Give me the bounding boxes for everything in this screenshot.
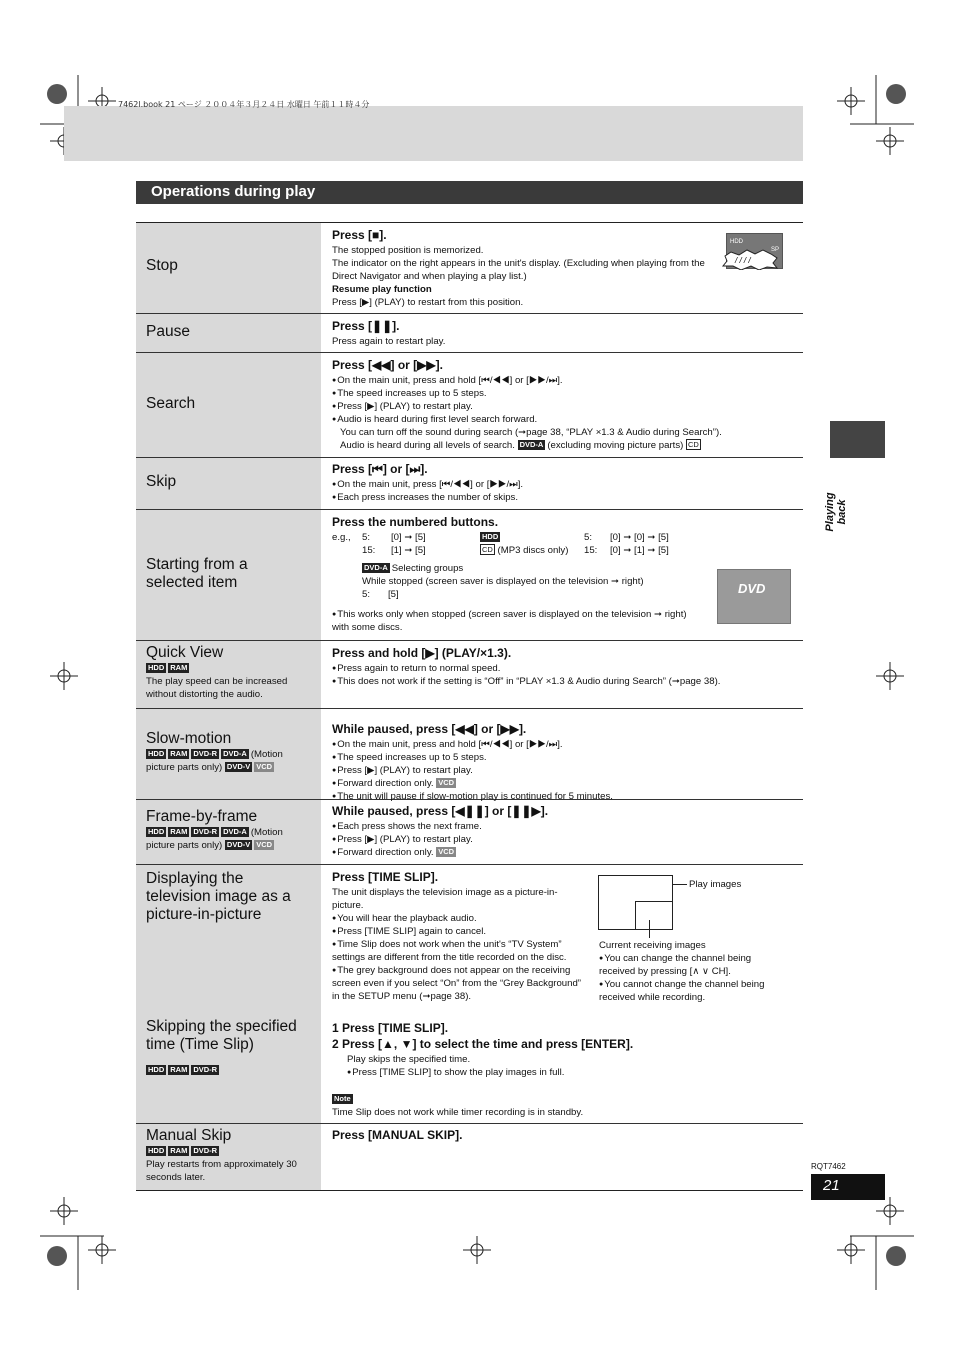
badge-dvdr: DVD-R: [193, 1146, 218, 1155]
badge-vcd: VCD: [256, 762, 273, 771]
row-label: Stop: [146, 257, 178, 274]
note-text: Time Slip does not work while timer recording is in standby.: [332, 1107, 584, 1118]
mp3-note: (MP3 discs only): [497, 545, 569, 556]
example-keys: [0] ➞ [1] ➞ [5]: [610, 545, 669, 556]
row-sub-text: The play speed can be increased without distorting the audio.: [146, 676, 288, 700]
side-label: Playing back: [824, 492, 848, 532]
text-line: (excluding moving picture parts): [547, 440, 684, 451]
side-tab: [830, 421, 885, 458]
doc-code: RQT7462: [811, 1162, 846, 1171]
text-line: You can turn off the sound during search (➞page 38, “PLAY ×1.3 & Audio during Search”).: [340, 427, 722, 438]
display-hdd-text: HDD: [730, 239, 743, 245]
row-label: Frame-by-frame: [146, 808, 258, 825]
svg-text:/ / / /: / / / /: [735, 256, 751, 265]
bullet: ● This works only when stopped (screen saver is displayed on the television ➞ right) with some discs.: [332, 608, 692, 634]
example-keys: [5]: [388, 589, 399, 600]
bullet: ● Audio is heard during first level search forward.: [332, 413, 793, 426]
bullet: ● This does not work if the setting is “Off” in “PLAY ×1.3 & Audio during Search” (➞page 38).: [332, 675, 793, 688]
bullet: ● On the main unit, press [⏮/◀◀] or [▶▶/⏭].: [332, 478, 793, 491]
badge-dvdr: DVD-R: [193, 827, 218, 836]
badge-dvda: DVD-A: [364, 563, 388, 572]
pip-diagram: [598, 875, 673, 930]
bullet: ● The unit will pause if slow-motion play is continued for 5 minutes.: [332, 790, 793, 803]
motion-note: picture parts only): [146, 840, 223, 851]
row-label: Slow-motion: [146, 730, 232, 747]
leader-line: [673, 884, 687, 885]
row-label: Displaying the television image as a picture-in-picture: [146, 870, 291, 923]
number-examples: [332, 531, 793, 559]
badge-dvda: DVD-A: [223, 749, 247, 758]
badge-hdd: HDD: [482, 532, 499, 541]
bullet: ● Press [▶] (PLAY) to restart play.: [332, 833, 793, 846]
example-num: 5:: [584, 532, 593, 543]
row-stop: [136, 223, 803, 314]
badge-ram: RAM: [170, 1146, 188, 1155]
badge-vcd: VCD: [438, 778, 455, 787]
bullet: ● Press again to return to normal speed.: [332, 662, 793, 675]
row-frame-by-frame: [136, 800, 803, 865]
badge-dvdv: DVD-V: [226, 762, 251, 771]
step-1: 1 Press [TIME SLIP].: [332, 1021, 449, 1035]
text-line: The indicator on the right appears in the unit's display. (Excluding when playing from the Direct Navigator and when playing a play list.): [332, 258, 705, 282]
text-line: The stopped position is memorized.: [332, 245, 484, 256]
badge-dvdr: DVD-R: [193, 749, 218, 758]
example-num: 15:: [584, 545, 598, 556]
dvd-logo: DVD: [738, 581, 766, 596]
example-keys: [0] ➞ [0] ➞ [5]: [610, 532, 669, 543]
pip-inner-window: [635, 901, 673, 930]
bullet: ● The grey background does not appear on the receiving screen even if you select “On” from the “Grey Background” in the SETUP menu (➞page 38).: [332, 964, 587, 1003]
instruction-head: Press [⏮] or [⏭].: [332, 462, 428, 476]
text-line: Press [▶] (PLAY) to restart from this position.: [332, 297, 524, 308]
row-label: Quick View: [146, 644, 224, 661]
example-num: 5:: [362, 532, 371, 543]
instruction-head: Press [❚❚].: [332, 319, 400, 333]
badge-ram: RAM: [170, 663, 188, 672]
bullet: ● Press [TIME SLIP] again to cancel.: [332, 925, 587, 938]
example-keys: [0] ➞ [5]: [391, 532, 426, 543]
badge-cd: CD: [688, 440, 699, 449]
badge-vcd: VCD: [256, 840, 273, 849]
row-label: Manual Skip: [146, 1127, 232, 1144]
badge-ram: RAM: [170, 749, 188, 758]
row-label: Pause: [146, 323, 190, 340]
row-manual-skip: [136, 1124, 803, 1191]
instruction-head: Press [TIME SLIP].: [332, 870, 439, 884]
bullet: ● Each press shows the next frame.: [332, 820, 793, 833]
text-line: Audio is heard during all levels of search.: [340, 440, 515, 451]
row-search: [136, 353, 803, 458]
display-sp-text: SP: [770, 247, 779, 253]
row-label: Skipping the specified time (Time Slip): [146, 1018, 297, 1053]
badge-hdd: HDD: [148, 1146, 165, 1155]
bullet: ● You will hear the playback audio.: [332, 912, 587, 925]
row-sub-text: Play restarts from approximately 30 seconds later.: [146, 1159, 297, 1183]
badge-dvda: DVD-A: [223, 827, 247, 836]
header-band: [64, 106, 803, 161]
instruction-head: Press and hold [▶] (PLAY/×1.3).: [332, 646, 512, 660]
indicator-burst-icon: [721, 248, 781, 270]
row-label: Skip: [146, 473, 177, 490]
bullet: ● On the main unit, press and hold [⏮/◀◀] or [▶▶/⏭].: [332, 374, 793, 387]
bullet: ● Press [▶] (PLAY) to restart play.: [332, 764, 793, 777]
badge-hdd: HDD: [148, 749, 165, 758]
text-line: Selecting groups: [391, 563, 464, 574]
bullet: ● Press [TIME SLIP] to show the play images in full.: [332, 1066, 793, 1079]
instruction-head: Press [◀◀] or [▶▶].: [332, 358, 443, 372]
motion-note: picture parts only): [146, 762, 223, 773]
badge-ram: RAM: [170, 1065, 188, 1074]
sub-head: Resume play function: [332, 284, 432, 295]
bullet: Forward direction only.: [337, 847, 434, 858]
badge-hdd: HDD: [148, 1065, 165, 1074]
example-keys: [1] ➞ [5]: [391, 545, 426, 556]
current-images-label: Current receiving images: [599, 940, 706, 951]
bullet: ● The speed increases up to 5 steps.: [332, 751, 793, 764]
badge-dvda: DVD-A: [519, 440, 544, 449]
row-slow-motion: [136, 709, 803, 800]
badge-dvdv: DVD-V: [226, 840, 251, 849]
row-time-slip: [136, 865, 803, 1124]
bullet: ● Each press increases the number of skips.: [332, 491, 793, 504]
play-images-label: Play images: [689, 879, 742, 890]
badge-vcd: VCD: [438, 847, 455, 856]
leader-line: [649, 920, 650, 938]
operations-table: [136, 222, 803, 1191]
instruction-head: While paused, press [◀❚❚] or [❚❚▶].: [332, 804, 549, 818]
print-info: 7462l.book 21 ページ ２００４年３月２４日 水曜日 午前１１時４分: [118, 100, 370, 109]
bullet: ● You cannot change the channel being received while recording.: [599, 978, 789, 1004]
badge-hdd: HDD: [148, 827, 165, 836]
badge-dvdr: DVD-R: [193, 1065, 218, 1074]
badge-cd: CD: [482, 545, 493, 554]
step-2: 2 Press [▲, ▼] to select the time and press [ENTER].: [332, 1037, 634, 1051]
motion-note: (Motion: [250, 827, 283, 838]
bullet: ● Press [▶] (PLAY) to restart play.: [332, 400, 793, 413]
instruction-head: Press [MANUAL SKIP].: [332, 1128, 463, 1142]
instruction-head: While paused, press [◀◀] or [▶▶].: [332, 722, 527, 736]
row-label: Starting from a selected item: [146, 556, 248, 591]
text-line: While stopped (screen saver is displayed on the television ➞ right): [362, 576, 644, 587]
row-skip: [136, 458, 803, 510]
text-line: Play skips the specified time.: [347, 1054, 471, 1065]
text-line: The unit displays the television image as a picture-in-picture.: [332, 887, 558, 911]
eg-label: e.g.,: [332, 532, 351, 543]
page-number: 21: [811, 1174, 885, 1200]
screen-saver-image: [717, 569, 791, 624]
bullet: Forward direction only.: [337, 778, 434, 789]
bullet: ● Time Slip does not work when the unit's “TV System” settings are different from the title recorded on the disc.: [332, 938, 587, 964]
row-pause: [136, 314, 803, 353]
example-num: 15:: [362, 545, 376, 556]
row-starting: [136, 510, 803, 641]
text-line: Press again to restart play.: [332, 336, 446, 347]
row-label: Search: [146, 395, 196, 412]
note-badge: Note: [334, 1094, 351, 1103]
display-indicator-image: [726, 233, 783, 269]
example-num: 5:: [362, 589, 371, 600]
row-quick-view: [136, 641, 803, 709]
badge-ram: RAM: [170, 827, 188, 836]
bullet: ● The speed increases up to 5 steps.: [332, 387, 793, 400]
motion-note: (Motion: [250, 749, 283, 760]
instruction-head: Press the numbered buttons.: [332, 515, 499, 529]
badge-hdd: HDD: [148, 663, 165, 672]
bullet: ● On the main unit, press and hold [⏮/◀◀] or [▶▶/⏭].: [332, 738, 793, 751]
section-title: Operations during play: [136, 181, 803, 204]
bullet: ● You can change the channel being received by pressing [∧ ∨ CH].: [599, 952, 789, 978]
instruction-head: Press [■].: [332, 228, 387, 242]
